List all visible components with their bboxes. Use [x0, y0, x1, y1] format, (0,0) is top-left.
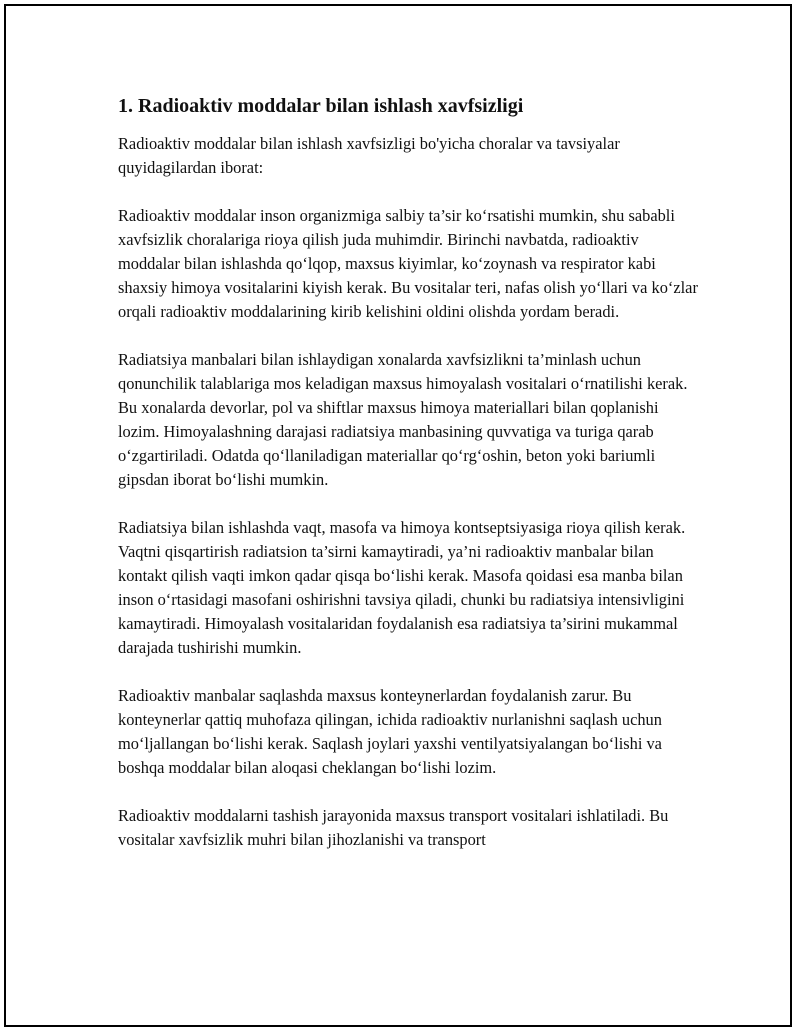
document-body	[118, 94, 698, 876]
paragraph-transport: Radioaktiv moddalarni tashish jarayonida maxsus transport vositalari ishlatiladi. Bu vositalar xavfsizlik muhri bilan jihozlanishi va transport	[118, 806, 669, 849]
paragraph-protective-equipment: Radioaktiv moddalar inson organizmiga salbiy ta’sir ko‘rsatishi mumkin, shu sababli xavfsizlik choralariga rioya qilish juda muhimdir. Birinchi navbatda, radioaktiv moddalar bilan ishlashda qo‘lqop, maxsus kiyimlar, ko‘zoynash va respirator kabi shaxsiy himoya vositalarini kiyish kerak. Bu vositalar teri, nafas olish yo‘llari va ko‘zlar orqali radioaktiv moddalarining kirib kelishini oldini olishda yordam beradi.	[118, 206, 698, 321]
paragraph-storage: Radioaktiv manbalar saqlashda maxsus konteynerlardan foydalanish zarur. Bu konteynerlar qattiq muhofaza qilingan, ichida radioaktiv nurlanishni saqlash uchun mo‘ljallangan bo‘lishi kerak. Saqlash joylari yaxshi ventilyatsiyalangan bo‘lishi va boshqa moddalar bilan aloqasi cheklangan bo‘lishi lozim.	[118, 686, 662, 777]
paragraph-room-shielding: Radiatsiya manbalari bilan ishlaydigan xonalarda xavfsizlikni ta’minlash uchun qonunchilik talablariga mos keladigan maxsus himoyalash vositalari o‘rnatilishi kerak. Bu xonalarda devorlar, pol va shiftlar maxsus himoya materiallari bilan qoplanishi lozim. Himoyalashning darajasi radiatsiya manbasining quvvatiga va turiga qarab o‘zgartiriladi. Odatda qo‘llaniladigan materiallar qo‘rg‘oshin, beton yoki bariumli gipsdan iborat bo‘lishi mumkin.	[118, 350, 688, 489]
paragraph-time-distance-shielding: Radiatsiya bilan ishlashda vaqt, masofa va himoya kontseptsiyasiga rioya qilish kerak. Vaqtni qisqartirish radiatsion ta’sirni kamaytiradi, ya’ni radioaktiv manbalar bilan kontakt qilish vaqti imkon qadar qisqa bo‘lishi kerak. Masofa qoidasi esa manba bilan inson o‘rtasidagi masofani oshirishni tavsiya qiladi, chunki bu radiatsiya intensivligini kamaytiradi. Himoyalash vositalaridan foydalanish esa radiatsiya ta’sirini mukammal darajada tushirishi mumkin.	[118, 518, 686, 657]
paragraph-intro: Radioaktiv moddalar bilan ishlash xavfsizligi bo'yicha choralar va tavsiyalar quyidagilardan iborat:	[118, 134, 620, 177]
section-heading: 1. Radioaktiv moddalar bilan ishlash xavfsizligi	[118, 95, 524, 117]
